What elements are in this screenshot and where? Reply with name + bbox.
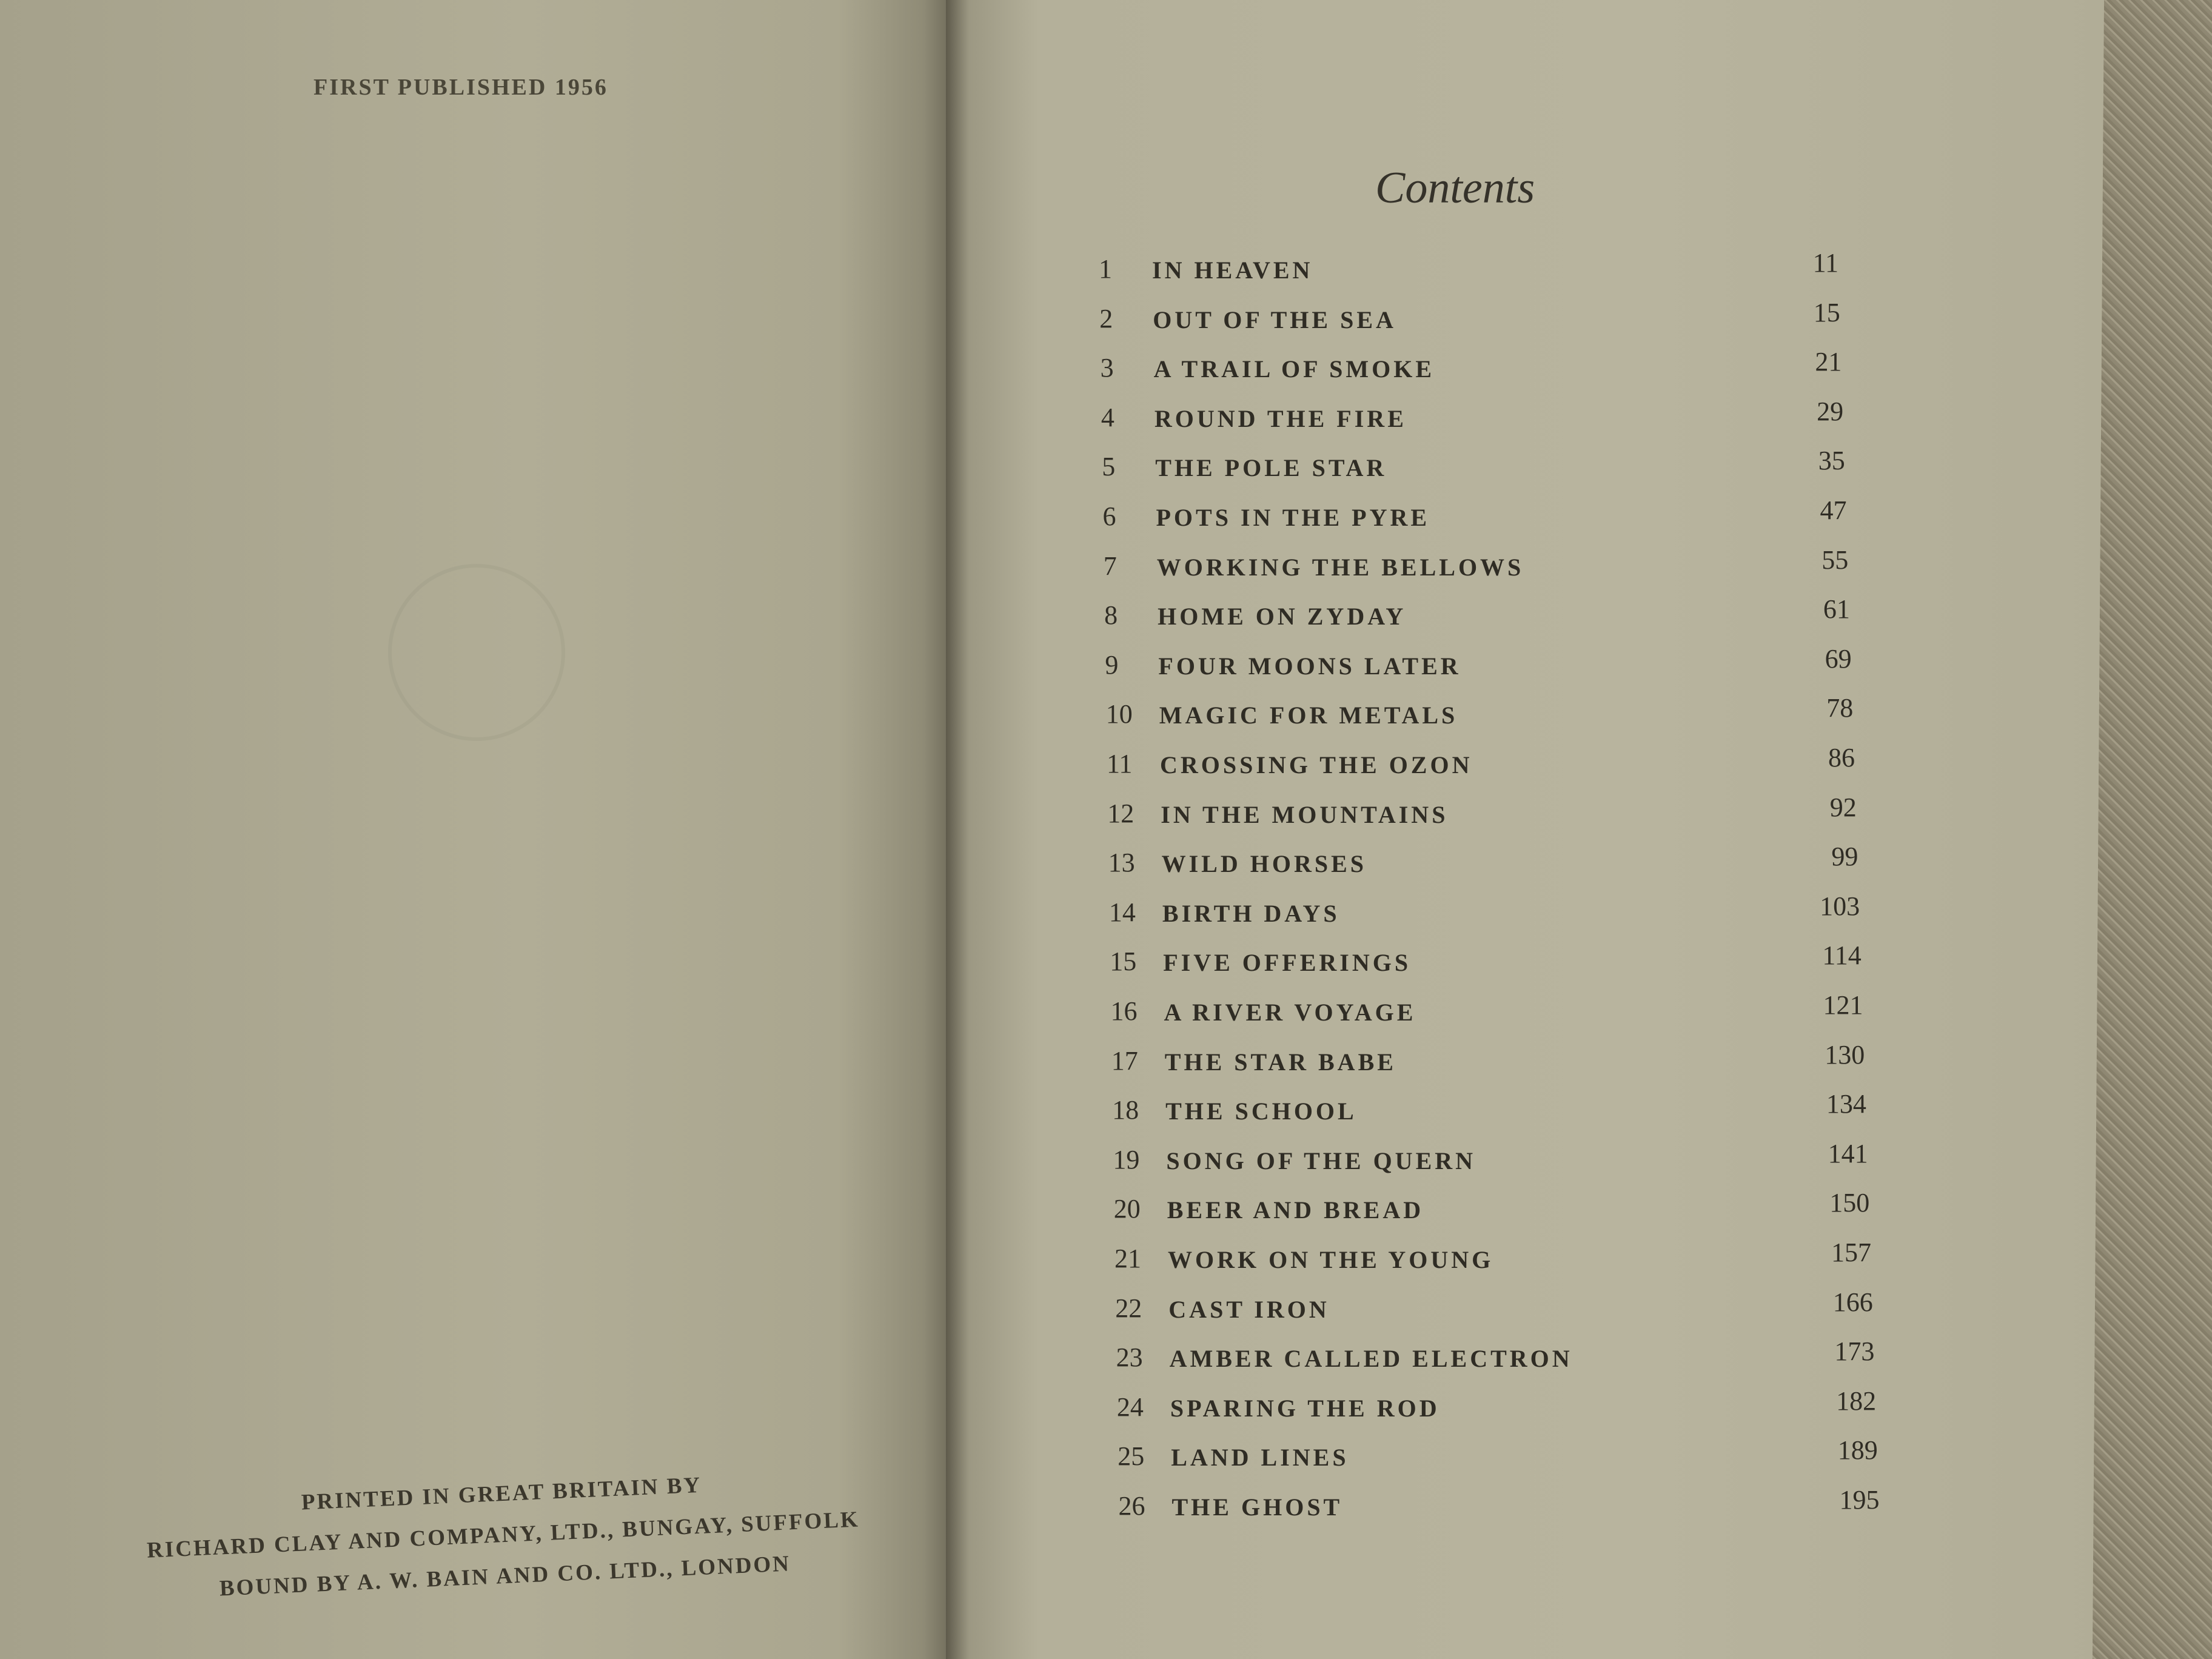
chapter-title: A TRAIL OF SMOKE — [1153, 355, 1435, 383]
chapter-number: 13 — [1108, 848, 1135, 878]
chapter-title: SONG OF THE QUERN — [1166, 1147, 1476, 1175]
page-number: 86 — [1828, 743, 1855, 773]
chapter-number: 16 — [1110, 996, 1138, 1026]
page-number: 195 — [1839, 1485, 1880, 1515]
chapter-title: AMBER CALLED ELECTRON — [1169, 1345, 1573, 1373]
chapter-title: SPARING THE ROD — [1170, 1394, 1440, 1422]
page-number: 173 — [1834, 1336, 1875, 1367]
chapter-number: 7 — [1103, 551, 1117, 581]
printer-imprint — [107, 1456, 900, 1615]
chapter-number: 14 — [1108, 897, 1136, 927]
chapter-title: FOUR MOONS LATER — [1158, 652, 1461, 680]
page-number: 121 — [1823, 990, 1863, 1020]
chapter-title: LAND LINES — [1171, 1444, 1349, 1472]
page-number: 78 — [1826, 693, 1854, 723]
chapter-title: CAST IRON — [1168, 1295, 1330, 1323]
left-page — [0, 0, 952, 1659]
chapter-number: 1 — [1099, 254, 1112, 284]
chapter-number: 21 — [1114, 1244, 1141, 1273]
chapter-title: THE GHOST — [1171, 1493, 1343, 1521]
chapter-number: 26 — [1118, 1491, 1145, 1521]
chapter-number: 23 — [1116, 1342, 1143, 1373]
page-number: 61 — [1823, 594, 1850, 625]
chapter-title: WORK ON THE YOUNG — [1168, 1246, 1494, 1273]
chapter-number: 22 — [1115, 1293, 1142, 1323]
page-number: 21 — [1815, 347, 1842, 377]
page-number: 141 — [1828, 1138, 1868, 1168]
chapter-number: 10 — [1105, 699, 1133, 729]
contents-heading: Contents — [1375, 163, 1535, 213]
chapter-title: POTS IN THE PYRE — [1156, 504, 1430, 531]
page-number: 69 — [1825, 643, 1852, 674]
page-number: 150 — [1829, 1188, 1870, 1218]
chapter-number: 25 — [1118, 1441, 1145, 1472]
page-number: 92 — [1829, 792, 1857, 822]
chapter-title: CROSSING THE OZON — [1160, 751, 1473, 779]
chapter-number: 17 — [1111, 1045, 1138, 1076]
page-number: 130 — [1825, 1039, 1865, 1070]
chapter-title: THE SCHOOL — [1165, 1098, 1357, 1125]
chapter-title: BEER AND BREAD — [1167, 1196, 1424, 1224]
chapter-title: HOME ON ZYDAY — [1158, 603, 1407, 631]
chapter-number: 24 — [1116, 1392, 1144, 1422]
chapter-title: IN THE MOUNTAINS — [1161, 800, 1449, 828]
chapter-number: 9 — [1105, 649, 1119, 680]
chapter-title: BIRTH DAYS — [1162, 899, 1340, 927]
chapter-title: THE STAR BABE — [1164, 1048, 1396, 1076]
chapter-number: 3 — [1100, 353, 1114, 383]
page-number: 11 — [1812, 248, 1838, 278]
chapter-number: 11 — [1107, 749, 1133, 779]
chapter-title: WILD HORSES — [1161, 850, 1367, 878]
chapter-title: OUT OF THE SEA — [1153, 306, 1396, 333]
chapter-title: ROUND THE FIRE — [1154, 404, 1407, 432]
chapter-number: 20 — [1113, 1194, 1141, 1224]
chapter-number: 4 — [1101, 402, 1114, 432]
page-number: 29 — [1817, 396, 1844, 426]
printer-line: RICHARD CLAY AND COMPANY, LTD., BUNGAY, SUFFOLK — [146, 1507, 860, 1563]
page-number: 114 — [1822, 940, 1862, 971]
page-number: 157 — [1831, 1238, 1871, 1267]
chapter-title: IN HEAVEN — [1152, 256, 1313, 284]
chapter-title: FIVE OFFERINGS — [1163, 949, 1412, 977]
page-number: 15 — [1813, 297, 1840, 327]
chapter-title: WORKING THE BELLOWS — [1156, 553, 1524, 581]
page-number: 55 — [1822, 545, 1849, 575]
page-number: 99 — [1831, 842, 1858, 872]
chapter-number: 19 — [1113, 1144, 1140, 1175]
show-through-emblem — [388, 564, 565, 741]
page-number: 103 — [1820, 891, 1860, 921]
binder-line: BOUND BY A. W. BAIN AND CO. LTD., LONDON — [219, 1551, 791, 1601]
page-number: 166 — [1832, 1287, 1873, 1317]
chapter-number: 2 — [1099, 303, 1113, 333]
chapter-number: 12 — [1107, 798, 1134, 828]
page-number: 134 — [1826, 1089, 1866, 1119]
chapter-number: 8 — [1104, 600, 1118, 631]
printer-line: PRINTED IN GREAT BRITAIN BY — [301, 1472, 702, 1515]
page-number: 182 — [1836, 1386, 1877, 1416]
page-number: 47 — [1820, 495, 1847, 525]
chapter-title: THE POLE STAR — [1155, 454, 1387, 482]
first-published-line: FIRST PUBLISHED 1956 — [313, 75, 608, 100]
page-number: 35 — [1818, 446, 1845, 476]
chapter-number: 18 — [1112, 1095, 1139, 1125]
chapter-number: 6 — [1102, 501, 1116, 531]
chapter-number: 15 — [1110, 947, 1137, 977]
page-number: 189 — [1837, 1435, 1878, 1466]
chapter-title: A RIVER VOYAGE — [1164, 999, 1416, 1026]
chapter-title: MAGIC FOR METALS — [1159, 702, 1458, 729]
chapter-number: 5 — [1102, 452, 1116, 482]
